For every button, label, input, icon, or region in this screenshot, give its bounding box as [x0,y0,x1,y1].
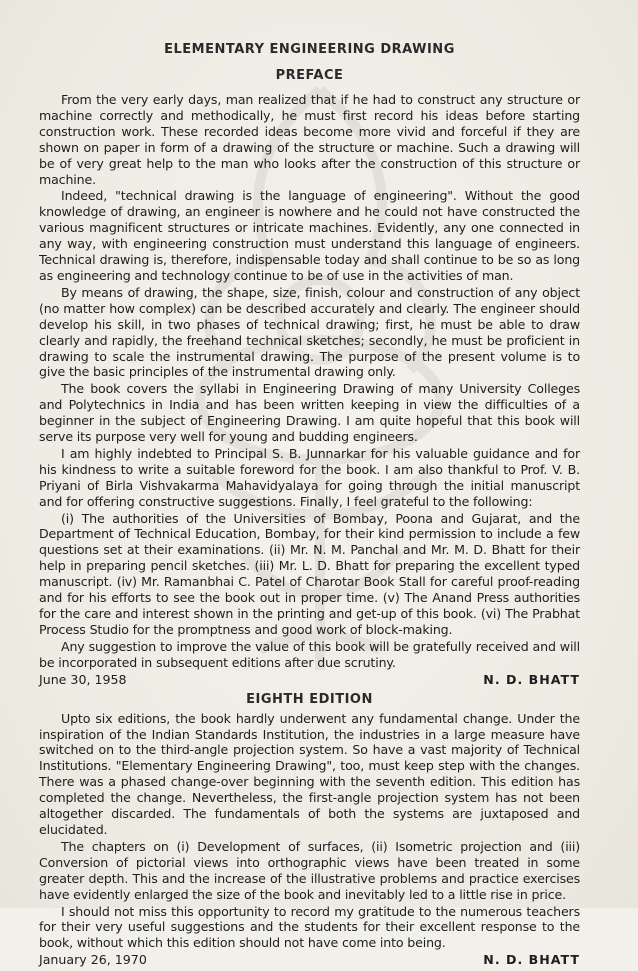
preface-signature [39,672,580,691]
edition-date: January 26, 1970 [39,952,147,968]
preface-paragraph: Indeed, "technical drawing is the language of engineering". Without the good knowledge of drawing, an engineer is nowhere and he could not have constructed the various magnificent structures or intricate machines. Evidently, any one connected in any way, with engineering construction must understand this language of engineers. Technical drawing is, therefore, indispensable today and shall continue to be so as long as engineering and technology continue to be of use in the activities of man. [39,188,580,283]
preface-date: June 30, 1958 [39,671,127,687]
preface-heading: PREFACE [275,68,344,83]
edition-paragraph: The chapters on (i) Development of surfaces, (ii) Isometric projection and (iii) Conversion of pictorial views into orthographic views have been treated in some greater depth. This and the increase of the illustrative problems and practice exercises have evidently enlarged the size of the book and inevitably led to a little rise in price. [39,838,580,902]
preface-paragraph: From the very early days, man realized that if he had to construct any structure or machine correctly and methodically, he must first record his ideas before starting construction work. These recorded ideas become more vivid and forceful if they are shown on paper in form of a drawing of the structure or machine. Such a drawing will be of very great help to the man who looks after the construction of this structure or machine. [39,92,580,187]
preface-paragraph: By means of drawing, the shape, size, finish, colour and construction of any object (no matter how complex) can be described accurately and clearly. The engineer should develop his skill, in two phases of technical drawing; first, he must be able to draw clearly and rapidly, the freehand technical sketches; secondly, he must be proficient in drawing to scale the instrumental drawing. The purpose of the present volume is to give the basic principles of the instrumental drawing only. [39,284,580,380]
eighth-edition-heading: EIGHTH EDITION [246,691,373,707]
preface-paragraph: (i) The authorities of the Universities of Bombay, Poona and Gujarat, and the Department of Technical Education, Bombay, for their kind permission to include a few questions set at their examinations. (ii) Mr. N. M. Panchal and Mr. M. D. Bhatt for their help in preparing pencil sketches. (iii) Mr. L. D. Bhatt for preparing the excellent typed manuscript. (iv) Mr. Ramanbhai C. Patel of Charotar Book Stall for careful proof-reading and for his efforts to see the book out in proper time. (v) The Anand Press authorities for the care and interest shown in the printing and get-up of this book. (vi) The Prabhat Process Studio for the promptness and good work of block-making. [39,510,580,637]
document-body [39,40,580,971]
preface-paragraph: I am highly indebted to Principal S. B. Junnarkar for his valuable guidance and for his kindness to write a suitable foreword for the book. I am also thankful to Prof. V. B. Priyani of Birla Vishvakarma Mahavidyalaya for going through the initial manuscript and for offering constructive suggestions. Finally, I feel grateful to the following: [39,445,580,509]
edition-signature [39,952,580,971]
preface-paragraph: Any suggestion to improve the value of this book will be gratefully received and will be incorporated in subsequent editions after due scrutiny. [39,638,580,670]
preface-author: N. D. BHATT [483,671,580,687]
edition-paragraph: I should not miss this opportunity to record my gratitude to the numerous teachers for their very useful suggestions and the students for their excellent response to the book, without which this edition should not have come into being. [39,903,580,951]
preface-paragraph: The book covers the syllabi in Engineering Drawing of many University Colleges and Polytechnics in India and has been written keeping in view the difficulties of a beginner in the subject of Engineering Drawing. I am quite hopeful that this book will serve its purpose very well for young and budding engineers. [39,381,580,445]
book-title: ELEMENTARY ENGINEERING DRAWING [164,42,455,57]
edition-paragraph: Upto six editions, the book hardly underwent any fundamental change. Under the inspiration of the Indian Standards Institution, the industries in a large measure have switched on to the third-angle projection system. So have a vast majority of Technical Institutions. "Elementary Engineering Drawing", too, must keep step with the changes. There was a phased change-over beginning with the seventh edition. This edition has completed the change. Nevertheless, the first-angle projection system has not been altogether discarded. The fundamentals of both the systems are juxtaposed and elucidated. [39,710,580,837]
edition-author: N. D. BHATT [483,952,580,968]
